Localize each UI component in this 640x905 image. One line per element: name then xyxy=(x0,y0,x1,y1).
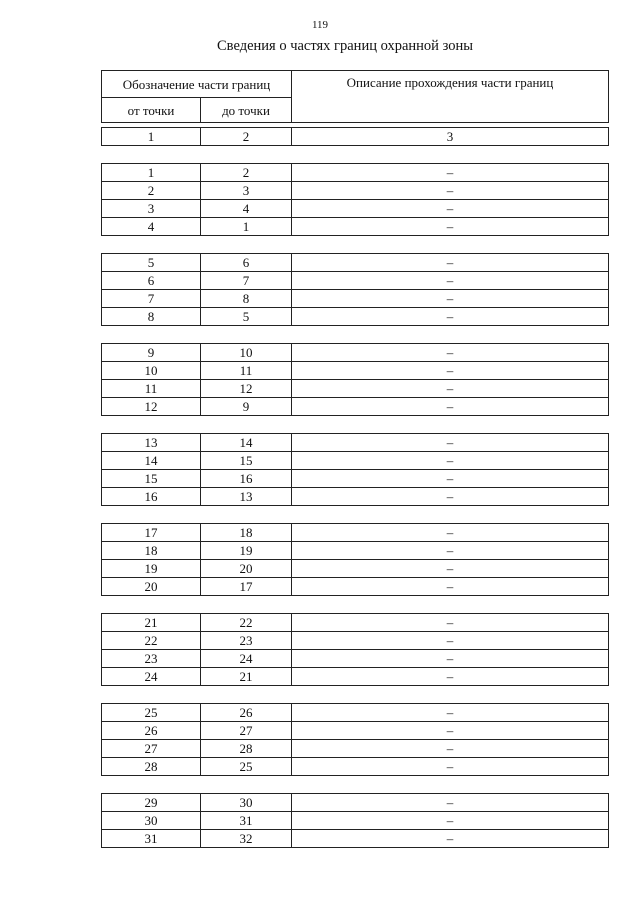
description-cell: – xyxy=(292,164,609,182)
description-cell: – xyxy=(292,470,609,488)
description-cell: – xyxy=(292,668,609,686)
table-row xyxy=(102,218,609,236)
group-separator-row xyxy=(102,236,609,254)
table-row xyxy=(102,740,609,758)
description-cell: – xyxy=(292,398,609,416)
separator-cell xyxy=(102,506,609,524)
table-row xyxy=(102,452,609,470)
table-row xyxy=(102,182,609,200)
group-separator-row xyxy=(102,596,609,614)
from-point-cell: 23 xyxy=(102,650,201,668)
page-number: 119 xyxy=(311,19,329,31)
from-point-cell: 22 xyxy=(102,632,201,650)
from-point-cell: 4 xyxy=(102,218,201,236)
description-cell: – xyxy=(292,488,609,506)
column-number-cell: 3 xyxy=(292,128,609,146)
description-cell: – xyxy=(292,524,609,542)
table-row xyxy=(102,812,609,830)
description-cell: – xyxy=(292,794,609,812)
from-point-cell: 17 xyxy=(102,524,201,542)
from-point-cell: 15 xyxy=(102,470,201,488)
to-point-cell: 14 xyxy=(201,434,292,452)
to-point-cell: 21 xyxy=(201,668,292,686)
to-point-cell: 23 xyxy=(201,632,292,650)
table-row xyxy=(102,488,609,506)
from-point-cell: 29 xyxy=(102,794,201,812)
table-row xyxy=(102,758,609,776)
separator-cell xyxy=(102,416,609,434)
from-point-cell: 26 xyxy=(102,722,201,740)
description-cell: – xyxy=(292,632,609,650)
to-point-cell: 11 xyxy=(201,362,292,380)
from-point-cell: 21 xyxy=(102,614,201,632)
description-cell: – xyxy=(292,362,609,380)
from-point-cell: 6 xyxy=(102,272,201,290)
description-cell: – xyxy=(292,542,609,560)
from-point-cell: 9 xyxy=(102,344,201,362)
description-cell: – xyxy=(292,254,609,272)
table-row xyxy=(102,434,609,452)
from-point-cell: 28 xyxy=(102,758,201,776)
to-point-cell: 10 xyxy=(201,344,292,362)
from-point-cell: 20 xyxy=(102,578,201,596)
to-point-cell: 17 xyxy=(201,578,292,596)
table-row xyxy=(102,560,609,578)
from-point-cell: 1 xyxy=(102,164,201,182)
column-number-row xyxy=(102,128,609,146)
description-cell: – xyxy=(292,452,609,470)
from-point-cell: 11 xyxy=(102,380,201,398)
separator-cell xyxy=(102,596,609,614)
to-point-cell: 6 xyxy=(201,254,292,272)
table-row xyxy=(102,704,609,722)
table-row xyxy=(102,524,609,542)
table-row xyxy=(102,254,609,272)
to-point-cell: 13 xyxy=(201,488,292,506)
table-row xyxy=(102,344,609,362)
to-point-cell: 22 xyxy=(201,614,292,632)
from-point-cell: 10 xyxy=(102,362,201,380)
separator-cell xyxy=(102,326,609,344)
description-cell: – xyxy=(292,272,609,290)
table-row xyxy=(102,272,609,290)
table-body xyxy=(102,123,609,848)
table-header xyxy=(102,71,609,123)
description-cell: – xyxy=(292,758,609,776)
group-separator-row xyxy=(102,326,609,344)
to-point-cell: 16 xyxy=(201,470,292,488)
from-point-cell: 12 xyxy=(102,398,201,416)
from-point-cell: 30 xyxy=(102,812,201,830)
group-separator-row xyxy=(102,686,609,704)
table-row xyxy=(102,380,609,398)
to-point-cell: 19 xyxy=(201,542,292,560)
description-cell: – xyxy=(292,812,609,830)
table-row xyxy=(102,362,609,380)
separator-cell xyxy=(102,236,609,254)
boundary-designation-header: Обозначение части границ xyxy=(102,71,292,98)
to-point-cell: 18 xyxy=(201,524,292,542)
to-point-cell: 15 xyxy=(201,452,292,470)
from-point-cell: 5 xyxy=(102,254,201,272)
description-cell: – xyxy=(292,560,609,578)
to-point-cell: 12 xyxy=(201,380,292,398)
from-point-cell: 31 xyxy=(102,830,201,848)
description-cell: – xyxy=(292,650,609,668)
description-cell: – xyxy=(292,740,609,758)
description-cell: – xyxy=(292,722,609,740)
boundary-parts-table xyxy=(101,70,609,848)
group-separator-row xyxy=(102,776,609,794)
description-cell: – xyxy=(292,290,609,308)
description-cell: – xyxy=(292,182,609,200)
group-separator-row xyxy=(102,416,609,434)
table-row xyxy=(102,722,609,740)
to-point-cell: 32 xyxy=(201,830,292,848)
description-cell: – xyxy=(292,614,609,632)
to-point-cell: 24 xyxy=(201,650,292,668)
to-point-cell: 3 xyxy=(201,182,292,200)
from-point-cell: 25 xyxy=(102,704,201,722)
to-point-cell: 5 xyxy=(201,308,292,326)
table-row xyxy=(102,200,609,218)
table-row xyxy=(102,578,609,596)
table-row xyxy=(102,470,609,488)
from-point-cell: 19 xyxy=(102,560,201,578)
table-row xyxy=(102,614,609,632)
description-cell: – xyxy=(292,200,609,218)
description-cell: – xyxy=(292,380,609,398)
from-point-cell: 14 xyxy=(102,452,201,470)
separator-cell xyxy=(102,686,609,704)
table-row xyxy=(102,164,609,182)
from-point-cell: 13 xyxy=(102,434,201,452)
from-point-cell: 27 xyxy=(102,740,201,758)
column-number-cell: 1 xyxy=(102,128,201,146)
from-point-cell: 2 xyxy=(102,182,201,200)
from-point-cell: 3 xyxy=(102,200,201,218)
to-point-cell: 20 xyxy=(201,560,292,578)
description-cell: – xyxy=(292,830,609,848)
table-row xyxy=(102,290,609,308)
from-point-cell: 7 xyxy=(102,290,201,308)
table-row xyxy=(102,398,609,416)
to-point-cell: 4 xyxy=(201,200,292,218)
to-point-cell: 7 xyxy=(201,272,292,290)
document-title: Сведения о частях границ охранной зоны xyxy=(217,38,473,54)
table-row xyxy=(102,542,609,560)
group-separator-row xyxy=(102,146,609,164)
to-point-cell: 1 xyxy=(201,218,292,236)
description-cell: – xyxy=(292,578,609,596)
table-row xyxy=(102,794,609,812)
description-cell: – xyxy=(292,704,609,722)
separator-cell xyxy=(102,776,609,794)
to-point-cell: 2 xyxy=(201,164,292,182)
group-separator-row xyxy=(102,506,609,524)
boundary-description-header: Описание прохождения части границ xyxy=(292,71,609,123)
table-row xyxy=(102,668,609,686)
from-point-cell: 8 xyxy=(102,308,201,326)
to-point-cell: 28 xyxy=(201,740,292,758)
table-row xyxy=(102,308,609,326)
to-point-header: до точки xyxy=(201,98,292,123)
to-point-cell: 31 xyxy=(201,812,292,830)
description-cell: – xyxy=(292,308,609,326)
table-row xyxy=(102,632,609,650)
table-row xyxy=(102,650,609,668)
description-cell: – xyxy=(292,434,609,452)
description-cell: – xyxy=(292,344,609,362)
from-point-header: от точки xyxy=(102,98,201,123)
to-point-cell: 8 xyxy=(201,290,292,308)
description-cell: – xyxy=(292,218,609,236)
separator-cell xyxy=(102,146,609,164)
from-point-cell: 18 xyxy=(102,542,201,560)
to-point-cell: 27 xyxy=(201,722,292,740)
to-point-cell: 30 xyxy=(201,794,292,812)
from-point-cell: 24 xyxy=(102,668,201,686)
to-point-cell: 9 xyxy=(201,398,292,416)
to-point-cell: 25 xyxy=(201,758,292,776)
to-point-cell: 26 xyxy=(201,704,292,722)
column-number-cell: 2 xyxy=(201,128,292,146)
table-row xyxy=(102,830,609,848)
from-point-cell: 16 xyxy=(102,488,201,506)
